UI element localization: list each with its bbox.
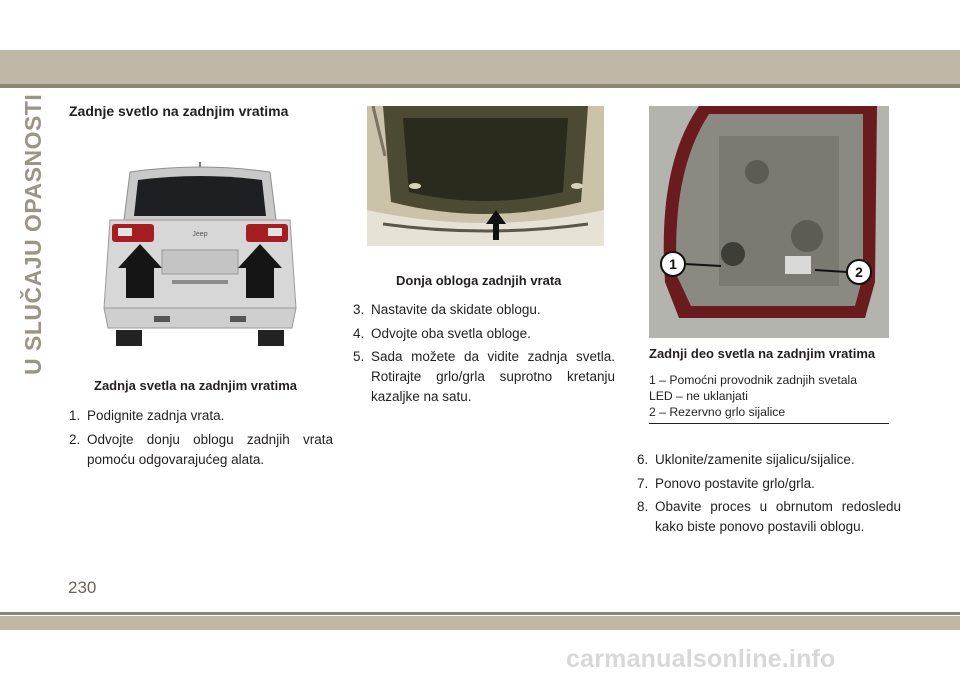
legend-item: 2 – Rezervno grlo sijalice [649,405,786,419]
step-number: 6. [637,452,649,467]
list-item [637,450,901,470]
callout-2: 2 [855,264,863,280]
step-text: Podignite zadnja vrata. [87,408,225,423]
chapter-tab: U SLUČAJU OPASNOSTI [20,93,46,375]
list-item [353,347,615,407]
list-item [637,474,901,494]
step-text: Rotirajte grlo/grla suprotno kretanju [371,369,615,384]
footer-rule [0,612,960,615]
list-item [637,497,901,537]
list-item [353,300,615,320]
step-text: pomoću odgovarajućeg alata. [87,452,265,467]
step-text: kazaljke na satu. [371,389,472,404]
step-number: 3. [353,302,365,317]
figure-caption-rear: Zadnja svetla na zadnjim vratima [94,378,298,393]
list-item [353,324,615,344]
step-number: 7. [637,476,649,491]
page-number: 230 [68,578,97,597]
step-number: 8. [637,499,649,514]
car-rear-arrows-photo [100,158,300,346]
step-text: Odvojte donju oblogu zadnjih vrata [87,432,333,447]
liftgate-trim-photo [367,106,604,246]
step-number: 2. [69,432,81,447]
header-rule [0,84,960,88]
list-item [69,430,333,470]
step-text: Odvojte oba svetla obloge. [371,326,531,341]
figure-legend [649,372,888,420]
taillamp-back-photo [649,106,889,338]
step-text: Nastavite da skidate oblogu. [371,302,541,317]
figure-caption-trim: Donja obloga zadnjih vrata [396,273,562,288]
step-text: Ponovo postavite grlo/grla. [655,476,815,491]
list-item [69,406,333,426]
step-text: Obavite proces u obrnutom redosledu [655,499,901,514]
callout-1: 1 [669,256,677,272]
step-text: Sada možete da vidite zadnja svetla. [371,349,615,364]
footer-band [0,616,960,630]
step-number: 1. [69,408,81,423]
legend-rule [649,423,889,424]
header-band [0,50,960,84]
section-heading: Zadnje svetlo na zadnjim vratima [69,103,289,119]
step-text: kako biste ponovo postavili oblogu. [655,519,865,534]
step-number: 4. [353,326,365,341]
jeep-badge: Jeep [192,231,208,238]
legend-item: 1 – Pomoćni provodnik zadnjih svetala [649,373,857,387]
watermark: carmanualsonline.info [566,645,836,673]
figure-caption-lamp: Zadnji deo svetla na zadnjim vratima [649,346,876,361]
legend-item: LED – ne uklanjati [649,389,748,403]
step-number: 5. [353,349,365,364]
step-text: Uklonite/zamenite sijalicu/sijalice. [655,452,855,467]
